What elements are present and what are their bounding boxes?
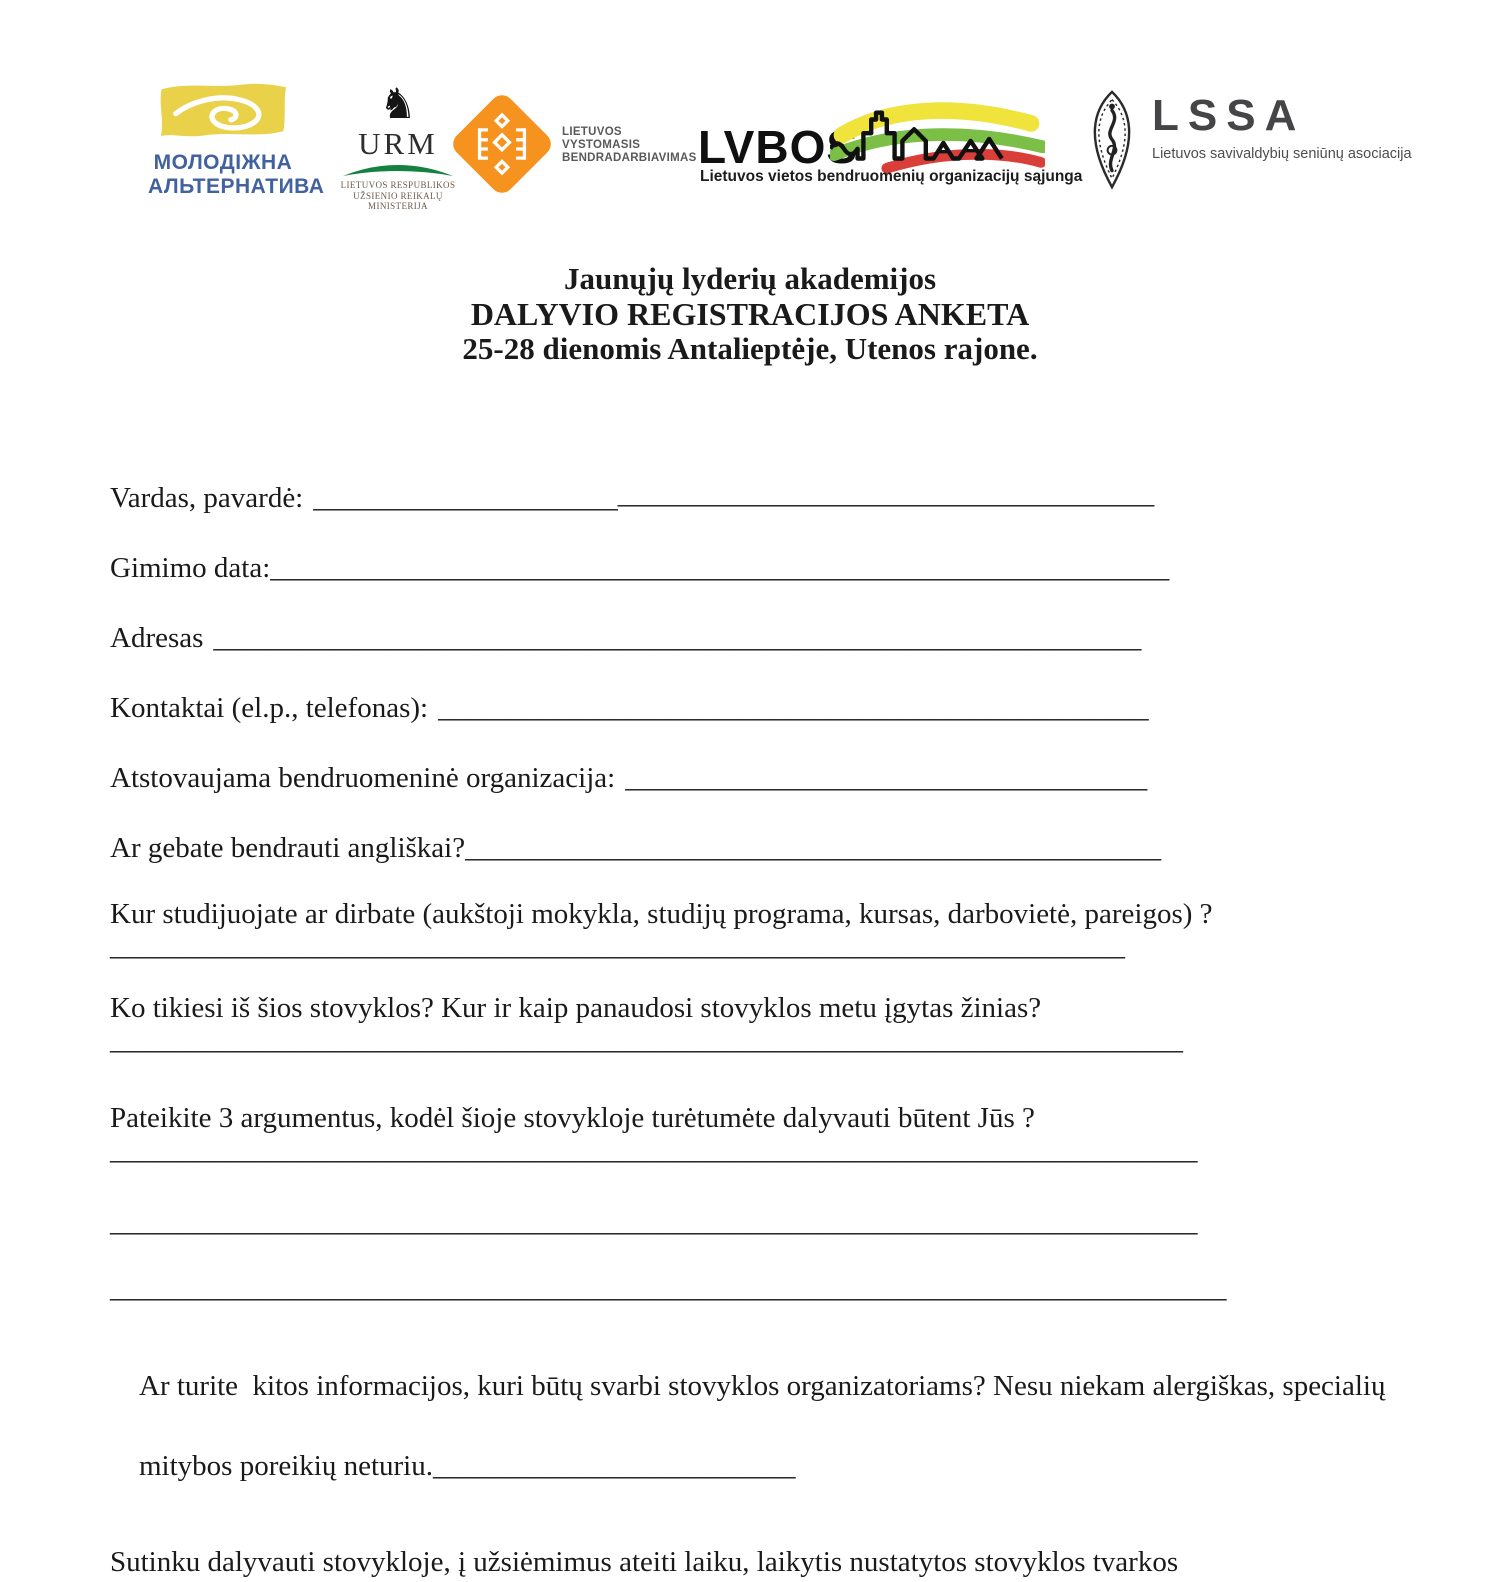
question-other-info	[110, 1326, 1420, 1526]
other-info-line2: mitybos poreikių neturiu.	[139, 1450, 433, 1482]
arguments-blank-1[interactable]: ___________________________________________________________________________	[110, 1134, 1198, 1166]
english-label: Ar gebate bendrauti angliškai?	[110, 832, 466, 864]
urm-ministry-logo	[338, 82, 458, 212]
expectations-blank[interactable]: __________________________________________________________________________	[110, 1024, 1183, 1056]
field-organization	[110, 758, 1420, 798]
molodizhna-text-line2: АЛЬТЕРНАТИВА	[148, 175, 325, 198]
urm-sub-line3: MINISTERIJA	[368, 201, 428, 211]
field-birth-date	[110, 548, 1420, 588]
lssa-logo	[1152, 92, 1442, 162]
document-title	[0, 262, 1500, 366]
contacts-label: Kontaktai (el.p., telefonas):	[110, 692, 429, 724]
registration-form	[0, 478, 1500, 1582]
field-english	[110, 828, 1420, 868]
urm-sub-line2: UŽSIENIO REIKALŲ	[353, 190, 443, 201]
lvb-text-line3: BENDRADARBIAVIMAS	[562, 152, 697, 164]
logo-banner	[0, 0, 1500, 242]
title-line-dates-location: 25-28 dienomis Antalieptėje, Utenos rajone.	[462, 331, 1038, 366]
lvbos-subtitle: Lietuvos vietos bendruomenių organizacijų sąjunga	[700, 168, 1083, 185]
molodizhna-text-line1: МОЛОДІЖНА	[153, 151, 293, 174]
lvb-text-line1: LIETUVOS	[562, 126, 622, 138]
molodizhna-alternatyva-logo	[148, 80, 325, 199]
title-line-registration-form: DALYVIO REGISTRACIJOS ANKETA	[470, 296, 1030, 332]
organization-label: Atstovaujama bendruomeninė organizacija:	[110, 762, 616, 794]
birth-date-label: Gimimo data:	[110, 552, 271, 584]
field-address	[110, 618, 1420, 658]
birth-date-blank[interactable]: ______________________________________________________________	[270, 552, 1170, 584]
yellow-spiral-flag-icon	[153, 80, 293, 142]
field-contacts	[110, 688, 1420, 728]
name-label: Vardas, pavardė:	[110, 482, 304, 514]
title-line-academy: Jaunųjų lyderių akademijos	[563, 261, 937, 296]
vystomasis-bendradarbiavimas-logo	[448, 90, 556, 198]
urm-abbreviation: URM	[358, 126, 438, 161]
urm-sub-line1: LIETUVOS RESPUBLIKOS	[340, 180, 456, 190]
name-blank-1[interactable]: _____________________	[313, 482, 618, 514]
question-arguments: Pateikite 3 argumentus, kodėl šioje stovykloje turėtumėte dalyvauti būtent Jūs ?	[110, 1102, 1035, 1134]
question-expectations: Ko tikiesi iš šios stovyklos? Kur ir kaip panaudosi stovyklos metu įgytas žinias?	[110, 992, 1042, 1024]
english-blank[interactable]: ________________________________________________	[465, 832, 1162, 864]
green-arc-icon	[340, 162, 456, 178]
field-name	[110, 478, 1420, 518]
question-study-work: Kur studijuojate ar dirbate (aukštoji mokykla, studijų programa, kursas, darbovietė, pareigos) ?	[110, 898, 1213, 930]
lssa-wreath-icon	[1078, 88, 1146, 192]
vystomasis-text	[562, 126, 697, 165]
address-label: Adresas	[110, 622, 204, 654]
other-info-blank[interactable]: _________________________	[433, 1450, 796, 1482]
lssa-abbreviation: LSSA	[1152, 91, 1306, 140]
address-blank[interactable]: ________________________________________________________________	[213, 622, 1142, 654]
contacts-blank[interactable]: _________________________________________________	[438, 692, 1149, 724]
arguments-blank-3[interactable]: _____________________________________________________________________________	[110, 1272, 1227, 1304]
baltic-ornament-icon	[448, 90, 556, 198]
name-blank-2[interactable]: _____________________________________	[617, 478, 1155, 510]
agreement-statement: Sutinku dalyvauti stovykloje, į užsiėmimus ateiti laiku, laikytis nustatytos stovyklos tvarkos	[110, 1546, 1179, 1578]
lvb-text-line2: VYSTOMASIS	[562, 139, 641, 151]
lvbos-skyline-icon	[830, 100, 1045, 178]
organization-blank[interactable]: ____________________________________	[625, 762, 1148, 794]
study-work-blank[interactable]: ______________________________________________________________________	[110, 930, 1125, 962]
lvbos-abbreviation: LVBOS	[698, 121, 859, 173]
lssa-subtitle: Lietuvos savivaldybių seniūnų asociacija	[1152, 146, 1412, 162]
lssa-emblem-icon	[1078, 88, 1146, 197]
vytis-knight-icon: ♞	[379, 82, 417, 128]
other-info-line1: Ar turite kitos informacijos, kuri būtų svarbi stovyklos organizatoriams? Nesu niekam alergiškas, specialių	[139, 1370, 1386, 1402]
arguments-blank-2[interactable]: ___________________________________________________________________________	[110, 1206, 1198, 1238]
